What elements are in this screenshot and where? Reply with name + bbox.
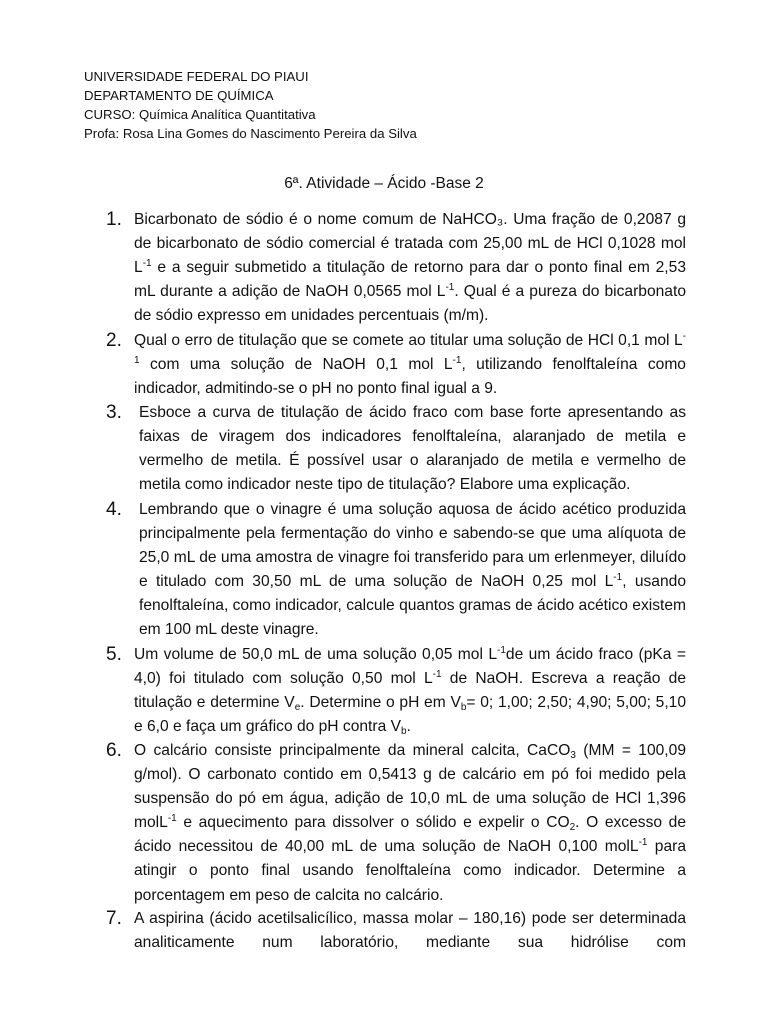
question-text: Bicarbonato de sódio é o nome comum de NaHCO₃. Uma fração de 0,2087 g de bicarbonato de sódio comercial é tratada com 25,00 mL de HCl 0,1028 mol $L^{-1}$ e a seguir submetido a titulação de retorno para dar o ponto final em 2,53 mL durante a adição de NaOH 0,0565 mol $L^{-1}$. Qual é a pureza do bicarbonato de sódio expresso em unidades percentuais (m/m).: [134, 211, 686, 325]
question-1: [106, 208, 686, 328]
department-name: DEPARTAMENTO DE QUÍMICA: [84, 88, 274, 103]
question-number: 3.: [106, 402, 122, 423]
question-4: [106, 498, 686, 643]
question-number: 6.: [106, 740, 122, 761]
question-number: 2.: [106, 330, 122, 351]
question-5: [106, 643, 686, 739]
question-number: 7.: [106, 908, 122, 929]
question-3: [106, 401, 686, 497]
course-name: CURSO: Química Analítica Quantitativa: [84, 107, 316, 122]
question-number: 4.: [106, 499, 122, 520]
university-name: UNIVERSIDADE FEDERAL DO PIAUI: [84, 69, 309, 84]
question-number: 1.: [106, 209, 122, 230]
question-2: [106, 329, 686, 401]
question-text: Um volume de 50,0 mL de uma solução 0,05 mol $L^{-1}de$ um ácido fraco (pKa = 4,0) foi titulado com solução 0,50 mol $L^{-1}$ de NaOH. Escreva a reação de titulação e determine $V_e$. Determine o pH em $V_b= 0$; 1,00; 2,50; 4,90; 5,00; 5,10 e 6,0 e faça um gráfico do pH contra $V_b$.: [134, 645, 686, 738]
question-number: 5.: [106, 644, 122, 665]
question-text: Lembrando que o vinagre é uma solução aquosa de ácido acético produzida principalmente pela fermentação do vinho e sabendo-se que uma alíquota de 25,0 mL de uma amostra de vinagre foi transferido para um erlenmeyer, diluído e titulado com 30,50 mL de uma solução de NaOH 0,25 mol $L^{-1}$, usando fenolftaleína, como indicador, calcule quantos gramas de ácido acético existem em 100 mL deste vinagre.: [139, 501, 686, 639]
question-text: O calcário consiste principalmente da mineral calcita, CaCO$_3$ (MM = 100,09 g/mol). O carbonato contido em 0,5413 g de calcário em pó foi medido pela suspensão do pó em água, adição de 10,0 mL de uma solução de HCl 1,396 molL$^{-1}$ e aquecimento para dissolver o sólido e expelir o $CO_2$. O excesso de ácido necessitou de 40,00 mL de uma solução de NaOH 0,100 molL$^{-1}$ para atingir o ponto final usando fenolftaleína como indicador. Determine a porcentagem em peso de calcita no calcário.: [134, 742, 687, 904]
question-6: [106, 739, 686, 908]
question-text: Qual o erro de titulação que se comete ao titular uma solução de HCl 0,1 mol $L^{-1}$ com uma solução de NaOH 0,1 mol $L^{-1}$, utilizando fenolftaleína como indicador, admitindo-se o pH no ponto final igual a 9.: [134, 331, 686, 398]
professor-name: Profa: Rosa Lina Gomes do Nascimento Pereira da Silva: [84, 126, 417, 141]
question-7: [106, 907, 686, 955]
question-text: A aspirina (ácido acetilsalicílico, massa molar – 180,16) pode ser determinada analiticamente num laboratório, mediante sua hidrólise com: [134, 910, 686, 952]
document-header: [84, 67, 417, 143]
question-text: Esboce a curva de titulação de ácido fraco com base forte apresentando as faixas de viragem dos indicadores fenolftaleína, alaranjado de metila e vermelho de metila. É possível usar o alaranjado de metila e vermelho de metila como indicador neste tipo de titulação? Elabore uma explicação.: [139, 404, 686, 494]
activity-title: 6ª. Atividade – Ácido -Base 2: [284, 175, 484, 192]
